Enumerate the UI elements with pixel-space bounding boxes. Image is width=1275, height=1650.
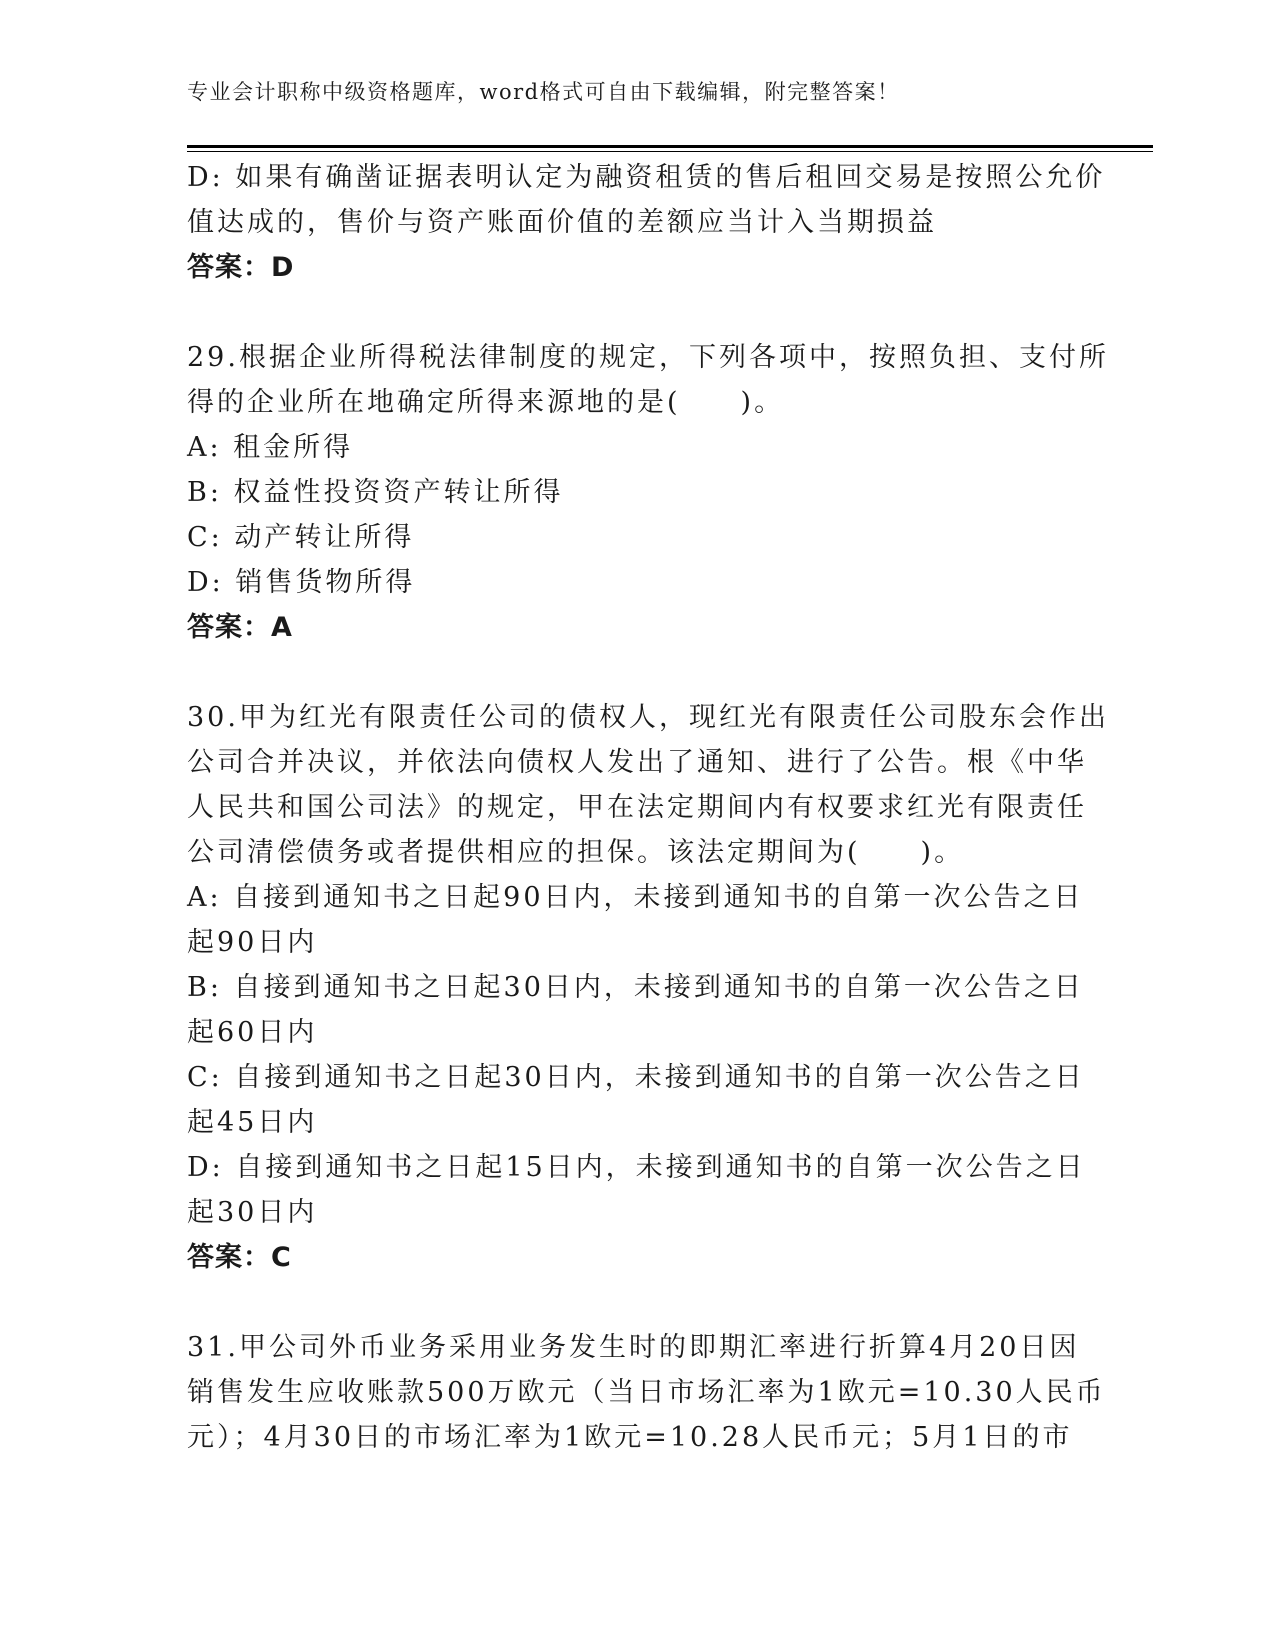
q30-stem-line-1: 30.甲为红光有限责任公司的债权人，现红光有限责任公司股东会作出: [187, 702, 1109, 733]
q30-option-b-line-1: B: 自接到通知书之日起30日内，未接到通知书的自第一次公告之日: [187, 972, 1084, 1003]
q30-stem-line-4: 公司清偿债务或者提供相应的担保。该法定期间为( )。: [187, 837, 965, 868]
q30-stem-line-2: 公司合并决议，并依法向债权人发出了通知、进行了公告。根《中华: [187, 747, 1087, 778]
q30-answer: 答案：C: [187, 1242, 292, 1273]
page-header: 专业会计职称中级资格题库，word格式可自由下载编辑，附完整答案！: [187, 80, 900, 104]
q30-option-a-line-1: A: 自接到通知书之日起90日内，未接到通知书的自第一次公告之日: [187, 882, 1084, 913]
header-rule-thick: [187, 145, 1153, 148]
q30-option-c-line-1: C: 自接到通知书之日起30日内，未接到通知书的自第一次公告之日: [187, 1062, 1085, 1093]
q29-answer: 答案：A: [187, 612, 293, 643]
spacer: [187, 290, 1067, 335]
q29-option-c: C: 动产转让所得: [187, 522, 415, 553]
q30-option-a-line-2: 起90日内: [187, 927, 318, 958]
q29-option-a: A: 租金所得: [187, 432, 354, 463]
q31-stem-line-2: 销售发生应收账款500万欧元（当日市场汇率为1欧元=10.30人民币: [187, 1377, 1106, 1408]
option-d-line-2: 值达成的，售价与资产账面价值的差额应当计入当期损益: [187, 207, 937, 238]
q30-stem-line-3: 人民共和国公司法》的规定，甲在法定期间内有权要求红光有限责任: [187, 792, 1087, 823]
q30-option-c-line-2: 起45日内: [187, 1107, 318, 1138]
q30-option-d-line-2: 起30日内: [187, 1197, 318, 1228]
spacer: [187, 1280, 1067, 1325]
question-content: [187, 155, 1109, 1460]
q29-stem-line-2: 得的企业所在地确定所得来源地的是( )。: [187, 387, 785, 418]
header-rule-thin: [187, 151, 1153, 152]
q29-option-b: B: 权益性投资资产转让所得: [187, 477, 564, 508]
q31-stem-line-1: 31.甲公司外币业务采用业务发生时的即期汇率进行折算4月20日因: [187, 1332, 1080, 1363]
q30-option-d-line-1: D: 自接到通知书之日起15日内，未接到通知书的自第一次公告之日: [187, 1152, 1086, 1183]
q29-stem-line-1: 29.根据企业所得税法律制度的规定，下列各项中，按照负担、支付所: [187, 342, 1109, 373]
q30-option-b-line-2: 起60日内: [187, 1017, 318, 1048]
answer-prev: 答案：D: [187, 252, 295, 283]
spacer: [187, 650, 1067, 695]
option-d-line-1: D: 如果有确凿证据表明认定为融资租赁的售后租回交易是按照公允价: [187, 162, 1106, 193]
q31-stem-line-3: 元）；4月30日的市场汇率为1欧元=10.28人民币元；5月1日的市: [187, 1422, 1073, 1453]
q29-option-d: D: 销售货物所得: [187, 567, 416, 598]
